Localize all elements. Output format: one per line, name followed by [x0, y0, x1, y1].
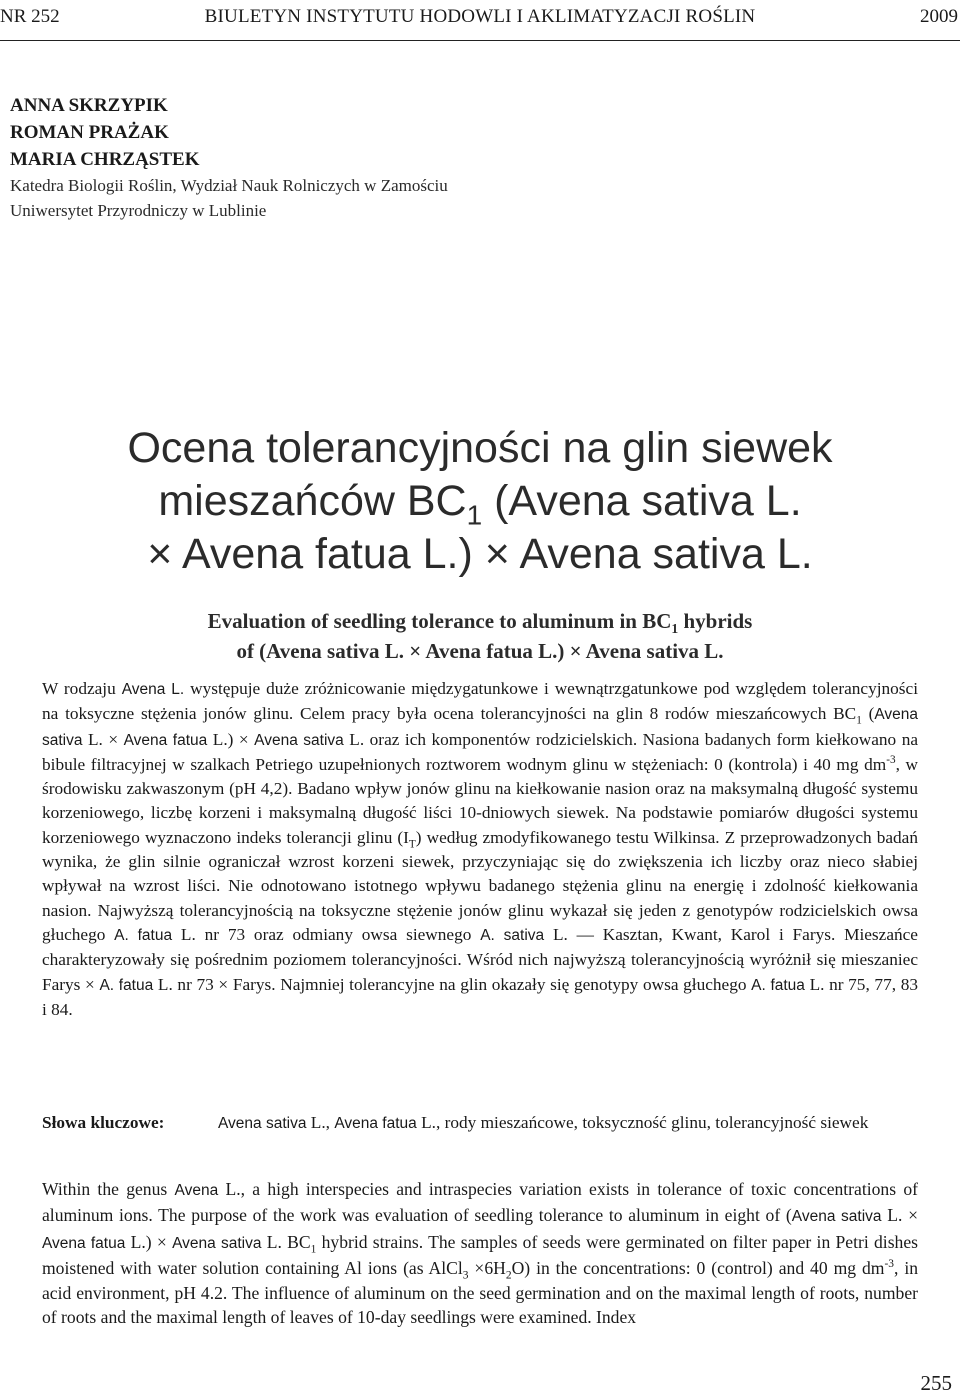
author-name: MARIA CHRZĄSTEK — [10, 149, 200, 170]
affiliation-line: Katedra Biologii Roślin, Wydział Nauk Rolniczych w Zamościu — [10, 176, 448, 195]
affiliation — [10, 173, 448, 223]
title-line: Ocena tolerancyjności na glin siewek — [127, 424, 833, 472]
header-rule — [0, 40, 960, 41]
abstract-english: Within the genus Avena L., a high interspecies and intraspecies variation exists in tolerance of toxic concentrations of aluminum ions. The purpose of the work was evaluation of seedling tolerance to aluminum in eight of (Avena sativa L. × Avena fatua L.) × Avena sativa L. $BC_1$ hybrid strains. The samples of seeds were germinated on filter paper in Petri dishes moistened with water solution containing Al ions (as AlCl$_3$ $\times 6H_2O$) in the concentrations: 0 (control) and 40 mg $dm^{-3}$, in acid environment, pH 4.2. The influence of aluminum on the seed germination and on the maximal length of roots, number of roots and the maximal length of leaves of 10-day seedlings were examined. Index — [42, 1179, 919, 1328]
title-line: × Avena fatua L.) × Avena sativa L. — [147, 530, 813, 578]
title-english — [0, 606, 960, 666]
running-header — [0, 2, 960, 38]
abstract-polish: W rodzaju Avena L. występuje duże zróżnicowanie międzygatunkowe i wewnątrzgatunkowe pod względem tolerancyjności na toksyczne stężenia jonów glinu. Celem pracy była ocena tolerancyjności na glin 8 rodów mieszańcowych $BC_1$ (Avena sativa L. × Avena fatua L.) × Avena sativa L. oraz ich komponentów rodzicielskich. Nasiona badanych form kiełkowano na bibule filtracyjnej w szalkach Petriego uzupełnionych roztworem wodnym glinu w stężeniach: 0 (kontrola) i 40 mg $dm^{-3}$, w środowisku zakwaszonym (pH 4,2). Badano wpływ jonów glinu na kiełkowanie nasion oraz na maksymalną długość systemu korzeniowego, liczbę korzeni i maksymalną długość liści 10-dniowych siewek. Na podstawie pomiarów długości systemu korzeniowego wyznaczono indeks tolerancji glinu $(I_T)$ według zmodyfikowanego testu Wilkinsa. Z przeprowadzonych badań wynika, że glin silnie ograniczał wzrost korzeni siewek, przyczyniając się do zwiększenia ich liczby oraz nieco słabiej wpływał na wzrost liści. Nie odnotowano istotnego wpływu badanego stężenia glinu na energię i zdolność kiełkowania nasion. Najwyższą tolerancyjnością na toksyczne stężenie jonów glinu wykazał się jeden z genotypów rodzicielskich owsa głuchego A. fatua L. nr 73 oraz odmiany owsa siewnego A. sativa L. — Kasztan, Kwant, Karol i Farys. Mieszańce charakteryzowały się pośrednim poziomem tolerancyjności. Wśród nich najwyższą tolerancyjnością wyróżnił się mieszaniec Farys × A. fatua L. nr 73 × Farys. Najmniej tolerancyjne na glin okazały się genotypy owsa głuchego A. fatua L. nr 75, 77, 83 i 84. — [42, 679, 919, 1019]
title-polish — [0, 422, 960, 581]
page-number: 255 — [920, 1371, 952, 1395]
author-name: ANNA SKRZYPIK — [10, 95, 168, 116]
author-list — [10, 92, 200, 173]
keywords-text: Avena sativa L., Avena fatua L., rody mieszańcowe, toksyczność glinu, tolerancyjność siewek — [218, 1113, 869, 1132]
title-line: mieszańców $BC_1$ (Avena sativa L. — [158, 477, 802, 531]
keywords-label: Słowa kluczowe: — [42, 1113, 165, 1132]
issue-number: NR 252 — [0, 6, 60, 27]
journal-title: BIULETYN INSTYTUTU HODOWLI I AKLIMATYZACJI ROŚLIN — [204, 6, 756, 27]
title-line: Evaluation of seedling tolerance to aluminum in $BC_1$ hybrids — [207, 609, 753, 637]
year: 2009 — [920, 6, 958, 27]
author-name: ROMAN PRAŻAK — [10, 122, 169, 143]
title-line: of (Avena sativa L. × Avena fatua L.) × Avena sativa L. — [236, 639, 724, 663]
affiliation-line: Uniwersytet Przyrodniczy w Lublinie — [10, 201, 267, 220]
